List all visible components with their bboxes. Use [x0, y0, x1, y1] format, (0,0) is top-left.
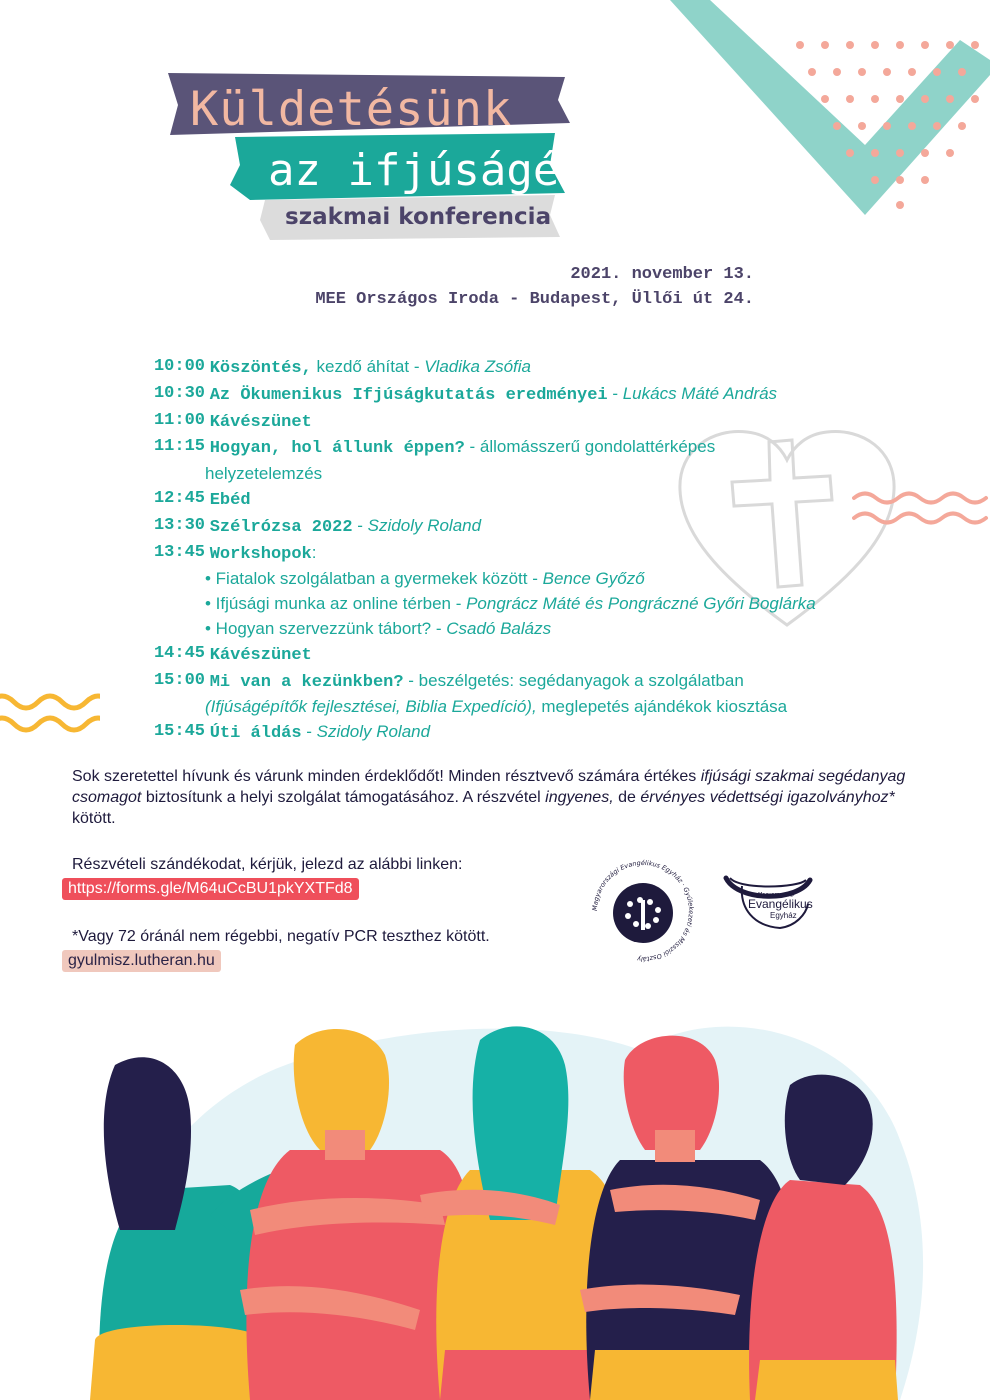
- program-speaker: Lukács Máté András: [622, 383, 778, 403]
- registration-link[interactable]: https://forms.gle/M64uCcBU1pkYXTFd8: [62, 878, 359, 900]
- evangelikus-egyhaz-logo-icon: [718, 868, 818, 936]
- workshop-item: • Hogyan szervezzünk tábort? - Csadó Balázs: [205, 618, 552, 638]
- program-time: 15:45: [153, 722, 205, 742]
- website-link[interactable]: gyulmisz.lutheran.hu: [62, 950, 221, 972]
- event-venue: MEE Országos Iroda - Budapest, Üllői út 24.: [315, 290, 754, 309]
- register-text: Részvételi szándékodat, kérjük, jelezd az alábbi linken:: [72, 856, 463, 873]
- program-row: [135, 669, 935, 696]
- program-detail: - állomásszerű gondolattérképes: [464, 437, 716, 457]
- program-time: 14:45: [153, 643, 205, 663]
- program-time: 11:00: [153, 410, 205, 430]
- program-title: Kávészünet: [209, 412, 312, 432]
- program-speaker: Szidoly Roland: [367, 515, 482, 535]
- program-detail-continued: helyzetelemzés: [205, 464, 323, 484]
- program-detail: kezdő áhítat -: [311, 357, 425, 376]
- program-row: [135, 355, 935, 382]
- gyulmisz-logo-icon: [588, 856, 698, 966]
- program-title: Kávészünet: [209, 645, 312, 665]
- program-row: [135, 642, 935, 669]
- program-detail-continued: (Ifjúságépítők fejlesztései, Biblia Expedíció), meglepetés ajándékok kiosztása: [205, 697, 788, 717]
- program-title: Úti áldás: [209, 724, 302, 744]
- corner-decoration: [660, 0, 990, 230]
- title-line-2: az ifjúságért: [268, 145, 613, 196]
- program-row: [135, 409, 935, 436]
- program-time: 11:15: [153, 437, 205, 457]
- workshop-item: • Fiatalok szolgálatban a gyermekek között - Bence Győző: [205, 569, 645, 589]
- program-time: 15:00: [153, 670, 205, 690]
- program-time: 10:00: [153, 357, 205, 376]
- invite-paragraph: Sok szeretettel hívunk és várunk minden érdeklődőt! Minden résztvevő számára értékes ifjúsági szakmai segédanyag csomagot biztosítunk a helyi szolgálat támogatásához. A részvétel ingyenes, de érvényes védettségi igazolványhoz* kötött.: [72, 768, 906, 827]
- event-date: 2021. november 13.: [570, 265, 754, 284]
- program-detail: -: [607, 383, 623, 403]
- program-row: [135, 382, 935, 409]
- program-title: Hogyan, hol állunk éppen?: [209, 439, 465, 459]
- program-detail: - beszélgetés: segédanyagok a szolgálatban: [403, 670, 744, 690]
- program-speaker: Vladika Zsófia: [424, 357, 531, 376]
- program-time: 13:45: [153, 542, 205, 562]
- pcr-note: *Vagy 72 óránál nem régebbi, negatív PCR teszthez kötött.: [72, 928, 490, 945]
- friends-illustration: [0, 990, 990, 1400]
- program-title: Ebéd: [209, 490, 251, 510]
- program-row: [135, 720, 935, 747]
- program-row: [135, 541, 935, 568]
- program-title: Szélrózsa 2022: [209, 517, 353, 537]
- title-line-1: Küldetésünk: [190, 82, 513, 137]
- program-row: [135, 435, 935, 462]
- svg-text:Evangélikus: Evangélikus: [748, 897, 813, 911]
- program-title: Köszöntés,: [209, 359, 312, 378]
- program-detail: -: [352, 515, 368, 535]
- program-detail: :: [311, 542, 317, 562]
- svg-text:Magyarországi: Magyarországi: [758, 892, 795, 898]
- program-speaker: Szidoly Roland: [316, 722, 431, 742]
- program-row: [135, 514, 935, 541]
- program-time: 12:45: [153, 488, 205, 508]
- program-title: Workshopok: [209, 544, 312, 564]
- wave-decoration-left: [0, 688, 100, 738]
- title-line-3: szakmai konferencia: [285, 204, 552, 230]
- workshop-item: • Ifjúsági munka az online térben - Pongrácz Máté és Pongráczné Győri Boglárka: [205, 594, 816, 614]
- program-title: Mi van a kezünkben?: [209, 672, 404, 692]
- program-time: 10:30: [153, 383, 205, 403]
- svg-text:Magyarországi Evangélikus Egyh: Magyarországi Evangélikus Egyház · Gyülekezeti és Missziói Osztály: [590, 858, 696, 964]
- svg-text:Egyház: Egyház: [770, 911, 797, 920]
- program-detail: -: [301, 722, 317, 742]
- program-title: Az Ökumenikus Ifjúságkutatás eredményei: [209, 385, 608, 405]
- program-time: 13:30: [153, 515, 205, 535]
- program-list: [135, 355, 935, 747]
- program-row: [135, 487, 935, 514]
